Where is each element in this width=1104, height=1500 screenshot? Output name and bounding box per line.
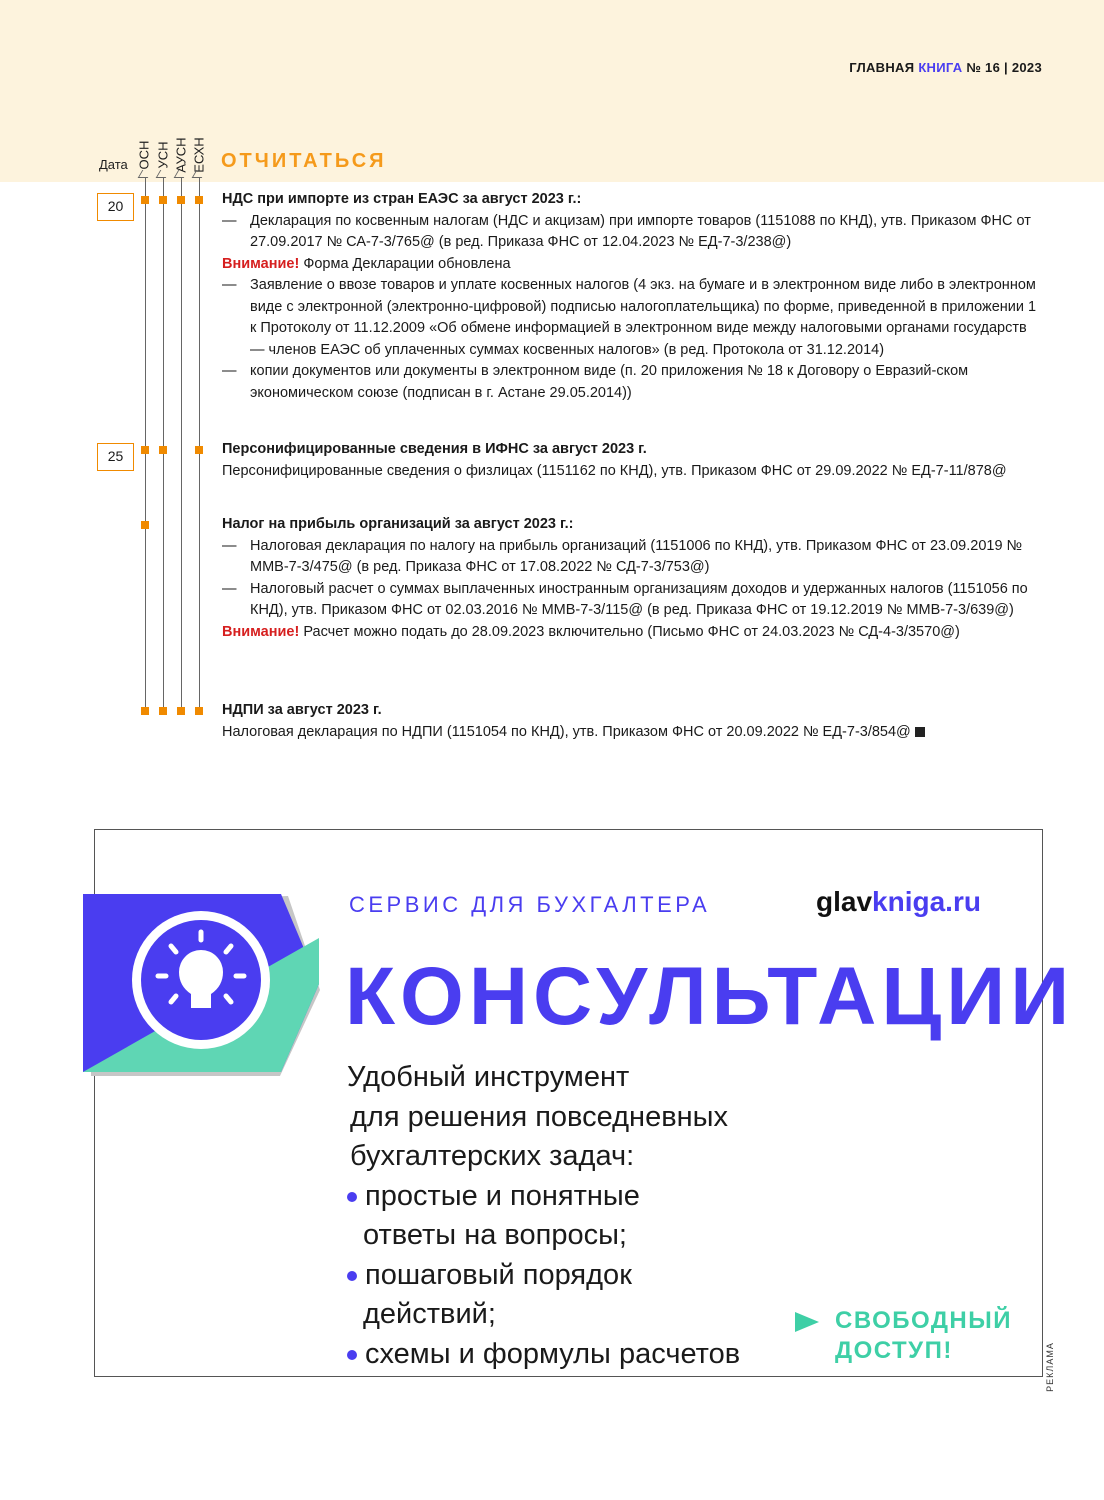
section-title: ОТЧИТАТЬСЯ <box>221 150 387 172</box>
list-item: — Налоговая декларация по налогу на прибыль организаций (1151006 по КНД), утв. Приказом ФНС от 23.09.2019 № ММВ-7-3/475@ (в ред. Приказа ФНС от 17.08.2022 № СД-7-3/753@) <box>222 537 1023 575</box>
regime-marker <box>159 446 167 454</box>
list-item: — Заявление о ввозе товаров и уплате косвенных налогов (4 экз. на бумаге и в электронном виде либо в электронном виде с электронной (электронно-цифровой) подписью налогоплательщика) по форме, приведенной в приложении 1 к Протоколу от 11.12.2009 «Об обмене информацией в электронном виде между налоговыми органами государств — членов ЕАЭС об уплаченных суммах косвенных налогов» (в ред. Протокола от 31.12.2014) <box>222 277 1037 358</box>
regime-label-osn: ОСН <box>136 140 152 170</box>
ad-intro-line: Удобный инструмент <box>347 1061 630 1093</box>
ad-cta-line: СВОБОДНЫЙ <box>835 1307 1013 1334</box>
entry-text: Налоговая декларация по НДПИ (1151054 по КНД), утв. Приказом ФНС от 20.09.2022 № ЕД-7-3/854@ <box>222 722 1042 744</box>
date-box: 20 <box>97 193 134 221</box>
ad-bullet: простые и понятные <box>347 1177 740 1217</box>
warning-note: Внимание! Форма Декларации обновлена <box>222 255 511 272</box>
ad-bullet: схемы и формулы расчетов <box>347 1335 740 1375</box>
entry-heading: НДПИ за август 2023 г. <box>222 702 382 718</box>
entry-heading: НДС при импорте из стран ЕАЭС за август 2023 г.: <box>222 191 582 207</box>
regime-marker <box>141 196 149 204</box>
regime-marker <box>159 196 167 204</box>
ad-label: РЕКЛАМА <box>1045 1342 1055 1392</box>
regime-label-eshn: ЕСХН <box>191 137 207 173</box>
ad-bullet: пошаговый порядок <box>347 1256 740 1296</box>
column-line-ausn <box>181 178 182 714</box>
ad-bullet-continuation: ответы на вопросы; <box>363 1219 627 1251</box>
regime-label-ausn: АУСН <box>173 137 189 173</box>
regime-marker <box>141 521 149 529</box>
ad-description <box>347 1058 740 1374</box>
ad-title: КОНСУЛЬТАЦИИ <box>345 951 1075 1042</box>
ad-bullet-continuation: действий; <box>363 1298 496 1330</box>
ad-cta-line: ДОСТУП! <box>835 1337 953 1364</box>
entry-heading: Налог на прибыль организаций за август 2023 г.: <box>222 516 574 532</box>
warning-note: Внимание! Расчет можно подать до 28.09.2023 включительно (Письмо ФНС от 24.03.2023 № СД-4-3/3570@) <box>222 623 960 640</box>
regime-marker <box>141 707 149 715</box>
entry-text: Персонифицированные сведения о физлицах (1151162 по КНД), утв. Приказом ФНС от 29.09.2022 № ЕД-7-11/878@ <box>222 462 1007 479</box>
play-arrow-icon <box>795 1312 819 1332</box>
entry-ndpi <box>222 700 1042 743</box>
ad-intro-line: для решения повседневных <box>350 1100 728 1133</box>
list-item: — Налоговый расчет о суммах выплаченных иностранным организациям доходов и удержанных налогов (1151056 по КНД), утв. Приказом ФНС от 02.03.2016 № ММВ-7-3/115@ (в ред. Приказа ФНС от 19.12.2019 № ММВ-7-3/639@) <box>222 580 1028 618</box>
entry-profit-tax <box>222 514 1042 643</box>
ad-emblem <box>83 880 323 1080</box>
regime-marker <box>141 446 149 454</box>
regime-marker <box>177 196 185 204</box>
entry-heading: Персонифицированные сведения в ИФНС за август 2023 г. <box>222 441 647 457</box>
list-item: — Декларация по косвенным налогам (НДС и акцизам) при импорте товаров (1151088 по КНД), утв. Приказом ФНС от 27.09.2017 № СА-7-3/765@ (в ред. Приказа ФНС от 12.04.2023 № ЕД-7-3/238@) <box>222 212 1031 250</box>
regime-marker <box>195 196 203 204</box>
end-mark <box>915 727 925 737</box>
regime-marker <box>177 707 185 715</box>
list-item: — копии документов или документы в электронном виде (п. 20 приложения № 18 к Договору о Евразий-ском экономическом союзе (подписан в г. Астане 29.05.2014)) <box>222 363 969 401</box>
regime-marker <box>195 446 203 454</box>
entry-vat-import <box>222 189 1042 404</box>
regime-marker <box>159 707 167 715</box>
issue-number: № 16 | 2023 <box>966 60 1042 75</box>
regime-label-usn: УСН <box>155 141 171 169</box>
ad-kicker: СЕРВИС ДЛЯ БУХГАЛТЕРА <box>349 892 711 917</box>
date-column-label: Дата <box>99 157 128 172</box>
entry-personal-data <box>222 439 1042 482</box>
date-box: 25 <box>97 443 134 471</box>
ad-site-link[interactable]: glavkniga.ru <box>816 886 981 917</box>
masthead-title-accent: КНИГА <box>918 60 963 75</box>
regime-marker <box>195 707 203 715</box>
ad-intro-line: бухгалтерских задач: <box>350 1140 635 1172</box>
ad-cta[interactable] <box>795 1306 1012 1366</box>
masthead <box>849 60 1042 75</box>
masthead-title: ГЛАВНАЯ <box>849 60 915 75</box>
